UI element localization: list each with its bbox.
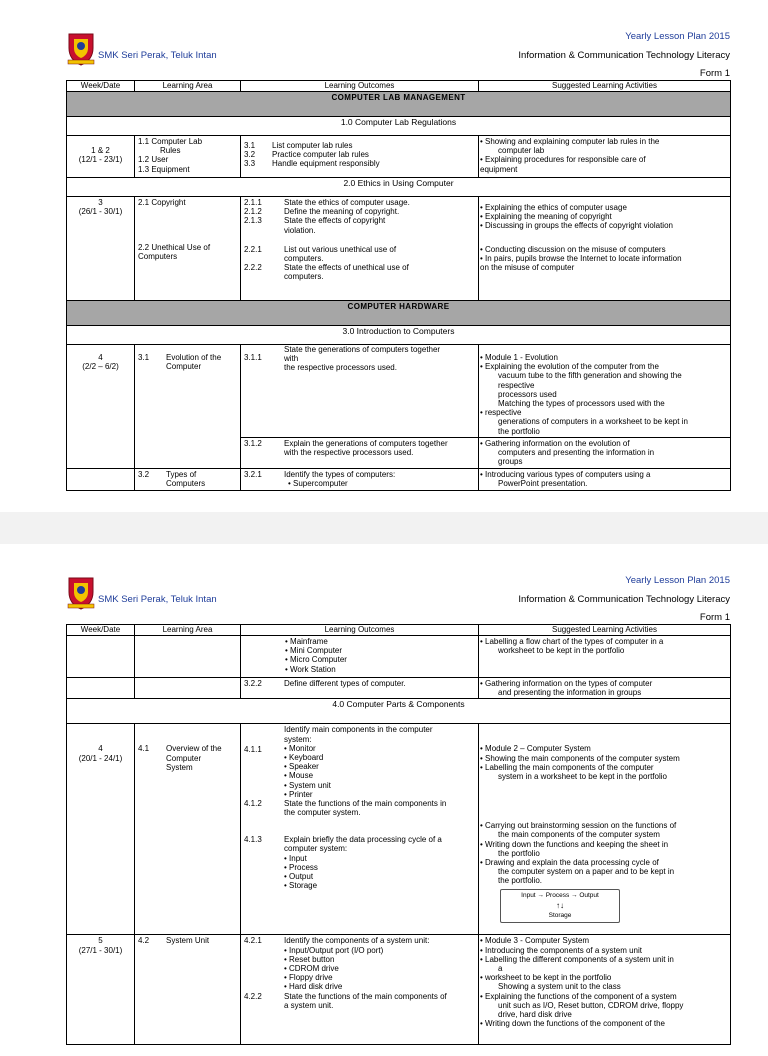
section-band-lab: COMPUTER LAB MANAGEMENT bbox=[67, 92, 731, 117]
topic-heading: 1.0 Computer Lab Regulations bbox=[67, 117, 731, 136]
form-label: Form 1 bbox=[699, 68, 730, 79]
week-cell: 4 (2/2 – 6/2) bbox=[67, 345, 135, 469]
activities-cell: • Gathering information on the types of computer and presenting the information in groups bbox=[479, 678, 731, 699]
lesson-plan-table bbox=[66, 80, 731, 491]
column-header: Learning Outcomes bbox=[241, 81, 479, 92]
page-2 bbox=[0, 544, 768, 1056]
week-cell: 1 & 2 (12/1 - 23/1) bbox=[67, 136, 135, 178]
topic-heading: 3.0 Introduction to Computers bbox=[67, 326, 731, 345]
activities-cell: • Module 3 - Computer System • Introducing the components of a system unit • Labelling the different components of a system unit in a • worksheet to be kept in the portfolio Showing a system unit to the class • Explaining the functions of the component of a system unit such as I/O, Reset button, CDROM drive, floppy drive, hard disk drive • Writing down the functions of the component of the bbox=[479, 935, 731, 1045]
learning-outcomes-cell: 4.2.1 Identify the components of a system unit: • Input/Output port (I/O port) • Reset button • CDROM drive • Floppy drive • Hard disk drive 4.2.2 State the functions of the main components of a system unit. bbox=[241, 935, 479, 1045]
school-name: SMK Seri Perak, Teluk Intan bbox=[98, 50, 217, 61]
column-header: Week/Date bbox=[67, 81, 135, 92]
form-label: Form 1 bbox=[699, 612, 730, 623]
activities-cell: • Showing and explaining computer lab rules in the computer lab • Explaining procedures for responsible care of equipment bbox=[479, 136, 731, 178]
learning-outcomes-cell: 3.1.2 Explain the generations of computers together with the respective processors used. bbox=[241, 437, 479, 468]
learning-outcomes-cell: 3.2.1 Identify the types of computers: • Supercomputer bbox=[241, 468, 479, 490]
table-row bbox=[67, 468, 731, 490]
diagram-flow-label: Input → Process → Output bbox=[521, 892, 599, 900]
table-row bbox=[67, 724, 731, 935]
learning-outcomes-cell: 3.1 List computer lab rules 3.2 Practice computer lab rules 3.3 Handle equipment responsibly bbox=[241, 136, 479, 178]
table-row bbox=[67, 935, 731, 1045]
week-cell bbox=[67, 468, 135, 490]
plan-title: Yearly Lesson Plan 2015 bbox=[625, 31, 730, 42]
column-header: Week/Date bbox=[67, 625, 135, 636]
learning-outcomes-cell: • Mainframe • Mini Computer • Micro Computer • Work Station bbox=[241, 636, 479, 678]
activities-cell: • Module 1 - Evolution • Explaining the evolution of the computer from the vacuum tube to the fifth generation and showing the respective processors used Matching the types of processors used with the • respective generations of computers in a worksheet to be kept in the portfolio bbox=[479, 345, 731, 438]
topic-heading: 2.0 Ethics in Using Computer bbox=[67, 178, 731, 197]
learning-area-cell bbox=[135, 636, 241, 678]
plan-title: Yearly Lesson Plan 2015 bbox=[625, 575, 730, 586]
page-1 bbox=[0, 0, 768, 512]
lesson-plan-table bbox=[66, 624, 731, 1045]
learning-area-cell bbox=[135, 678, 241, 699]
activities-cell: • Explaining the ethics of computer usage • Explaining the meaning of copyright • Discussing in groups the effects of copyright violation • Conducting discussion on the misuse of computers • In pairs, pupils browse the Internet to locate information on the misuse of computer bbox=[479, 197, 731, 301]
table-row bbox=[67, 136, 731, 178]
diagram-storage-label: Storage bbox=[548, 912, 572, 920]
school-crest-icon bbox=[66, 30, 96, 66]
column-header: Suggested Learning Activities bbox=[479, 625, 731, 636]
learning-area-cell: 3.1 Evolution of the Computer bbox=[135, 345, 241, 469]
school-crest-icon bbox=[66, 574, 96, 610]
column-header: Learning Outcomes bbox=[241, 625, 479, 636]
learning-outcomes-cell: 2.1.1 State the ethics of computer usage. 2.1.2 Define the meaning of copyright. 2.1.3 State the effects of copyright violation. 2.2.1 List out various unethical use of computers. 2.2.2 State the effects of unethical use of computers. bbox=[241, 197, 479, 301]
learning-outcomes-cell: 3.1.1 State the generations of computers together with the respective processors used. bbox=[241, 345, 479, 438]
learning-outcomes-cell: 4.1.1 Identify main components in the computer system: • Monitor • Keyboard • Speaker • Mouse • System unit • Printer 4.1.2 State the functions of the main components in the computer system. 4.1.3 Explain briefly the data processing cycle of a computer system: • Input • Process • Output • Storage bbox=[241, 724, 479, 935]
week-cell bbox=[67, 636, 135, 678]
table-row bbox=[67, 197, 731, 301]
column-header: Suggested Learning Activities bbox=[479, 81, 731, 92]
activities-cell: • Module 2 – Computer System • Showing the main components of the computer system • Labelling the main components of the computer system in a worksheet to be kept in the portfolio • Carrying out brainstorming session on the functions of the main components of the computer system • Writing down the functions and keeping the sheet in the portfolio • Drawing and explain the data processing cycle of the computer system on a paper and to be kept in the portfolio. Input → Process → Output ↑↓ Storage bbox=[479, 724, 731, 935]
learning-area-cell: 4.2 System Unit bbox=[135, 935, 241, 1045]
activities-cell: • Labelling a flow chart of the types of computer in a worksheet to be kept in the portfolio bbox=[479, 636, 731, 678]
learning-area-cell: 3.2 Types of Computers bbox=[135, 468, 241, 490]
week-cell: 3 (26/1 - 30/1) bbox=[67, 197, 135, 301]
table-row bbox=[67, 345, 731, 438]
column-header: Learning Area bbox=[135, 81, 241, 92]
topic-heading: 4.0 Computer Parts & Components bbox=[67, 699, 731, 724]
school-name: SMK Seri Perak, Teluk Intan bbox=[98, 594, 217, 605]
data-processing-cycle-diagram bbox=[500, 889, 620, 923]
table-row bbox=[67, 678, 731, 699]
activities-cell: • Gathering information on the evolution of computers and presenting the information in groups bbox=[479, 437, 731, 468]
week-cell bbox=[67, 678, 135, 699]
column-headers bbox=[67, 625, 731, 636]
week-cell: 4 (20/1 - 24/1) bbox=[67, 724, 135, 935]
subject-title: Information & Communication Technology Literacy bbox=[518, 594, 730, 605]
column-headers bbox=[67, 81, 731, 92]
activities-cell: • Introducing various types of computers using a PowerPoint presentation. bbox=[479, 468, 731, 490]
section-band-hardware: COMPUTER HARDWARE bbox=[67, 301, 731, 326]
learning-area-cell: 4.1 Overview of the Computer System bbox=[135, 724, 241, 935]
column-header: Learning Area bbox=[135, 625, 241, 636]
learning-area-cell: 1.1 Computer Lab Rules 1.2 User 1.3 Equipment bbox=[135, 136, 241, 178]
learning-area-cell: 2.1 Copyright 2.2 Unethical Use of Computers bbox=[135, 197, 241, 301]
table-row bbox=[67, 636, 731, 678]
diagram-arrows-icon: ↑↓ bbox=[556, 901, 564, 911]
subject-title: Information & Communication Technology Literacy bbox=[518, 50, 730, 61]
learning-outcomes-cell: 3.2.2 Define different types of computer. bbox=[241, 678, 479, 699]
week-cell: 5 (27/1 - 30/1) bbox=[67, 935, 135, 1045]
